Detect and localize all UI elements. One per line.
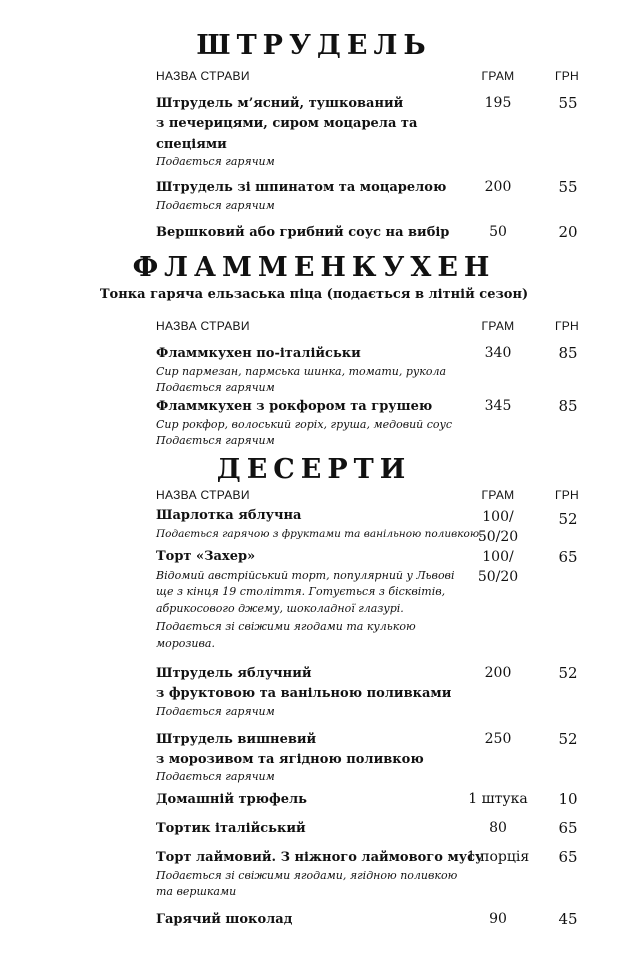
dish-price: 85 [558,397,578,415]
dish-price: 52 [558,664,578,682]
dish-note: Подається гарячим [156,705,275,718]
dish-note: Подається гарячим [156,199,275,212]
dish-note: Відомий австрійський торт, популярний у Львові [156,569,455,582]
dish-gram: 1 порція [466,849,530,865]
dish-name: спеціями [156,137,227,152]
dish-note: ще з кінця 19 століття. Готується з бісквітів, [156,585,446,598]
dish-price: 55 [558,178,578,196]
header-gram-label: ГРАМ [481,488,515,502]
dish-name: Штрудель м’ясний, тушкований [156,96,404,111]
dish-name: Торт лаймовий. З ніжного лаймового мусу [156,850,484,865]
dish-price: 52 [558,730,578,748]
dish-gram: 250 [484,731,512,747]
dish-price: 65 [558,848,578,866]
dish-name: з печерицями, сиром моцарела та [156,116,418,131]
dish-name: Фламмкухен по-італійськи [156,346,361,361]
header-name-label: НАЗВА СТРАВИ [156,69,250,83]
dish-price: 20 [558,223,578,241]
section-subtitle-flammkuchen: Тонка гаряча ельзаська піца (подається в літній сезон) [99,287,529,302]
dish-price: 10 [558,790,578,808]
dish-name: Штрудель вишневий [156,732,317,747]
dish-price: 65 [558,819,578,837]
dish-gram: 200 [484,665,512,681]
dish-name: Вершковий або грибний соус на вибір [156,225,450,240]
header-name-label: НАЗВА СТРАВИ [156,488,250,502]
dish-name: Фламмкухен з рокфором та грушею [156,399,433,414]
dish-note: Подається гарячою з фруктами та ванільною поливкою. [156,528,483,540]
dish-gram: 345 [484,398,512,414]
dish-price: 45 [558,910,578,928]
section-title-flammkuchen: ФЛАММЕНКУХЕН [132,252,496,283]
header-price-label: ГРН [554,319,580,333]
dish-price: 65 [558,548,578,566]
dish-gram: 200 [484,179,512,195]
dish-name: Тортик італійський [156,821,306,836]
dish-gram: 90 [489,911,507,927]
dish-note: Подається гарячим [156,381,275,394]
dish-note: абрикосового джему, шоколадної глазурі. [156,602,404,615]
dish-note: морозива. [156,637,215,650]
dish-price: 85 [558,344,578,362]
section-title-desserts: ДЕСЕРТИ [216,454,412,485]
dish-gram: 80 [489,820,507,836]
header-gram-label: ГРАМ [481,319,515,333]
dish-gram: 50 [489,224,507,240]
dish-gram: 50/20 [477,529,519,545]
dish-name: Шарлотка яблучна [156,508,302,523]
dish-gram: 340 [484,345,512,361]
header-name-label: НАЗВА СТРАВИ [156,319,250,333]
dish-note: Подається гарячим [156,155,275,168]
dish-price: 55 [558,94,578,112]
dish-name: з морозивом та ягідною поливкою [156,752,424,767]
dish-name: Торт «Захер» [156,549,256,564]
header-price-label: ГРН [554,69,580,83]
dish-gram: 100/ [482,549,514,565]
dish-gram: 1 штука [468,791,528,807]
dish-price: 52 [558,510,578,528]
dish-note: Подається зі свіжими ягодами, ягідною поливкою [156,869,458,882]
dish-gram: 195 [484,95,512,111]
dish-name: з фруктовою та ванільною поливками [156,686,452,701]
dish-note: та вершками [156,885,237,898]
dish-gram: 50/20 [477,569,519,585]
dish-note: Подається зі свіжими ягодами та кулькою [156,620,416,633]
dish-name: Штрудель яблучний [156,666,312,681]
dish-name: Штрудель зі шпинатом та моцарелою [156,180,447,195]
dish-gram: 100/ [482,509,514,525]
dish-note: Подається гарячим [156,770,275,783]
header-gram-label: ГРАМ [481,69,515,83]
dish-name: Гарячий шоколад [156,912,293,927]
dish-description: Сир рокфор, волоський горіх, груша, медовий соус [156,418,453,431]
section-title-strudel: ШТРУДЕЛЬ [196,30,432,61]
dish-description: Сир пармезан, пармська шинка, томати, рукола [156,365,447,378]
header-price-label: ГРН [554,488,580,502]
dish-name: Домашній трюфель [156,792,307,807]
dish-note: Подається гарячим [156,434,275,447]
